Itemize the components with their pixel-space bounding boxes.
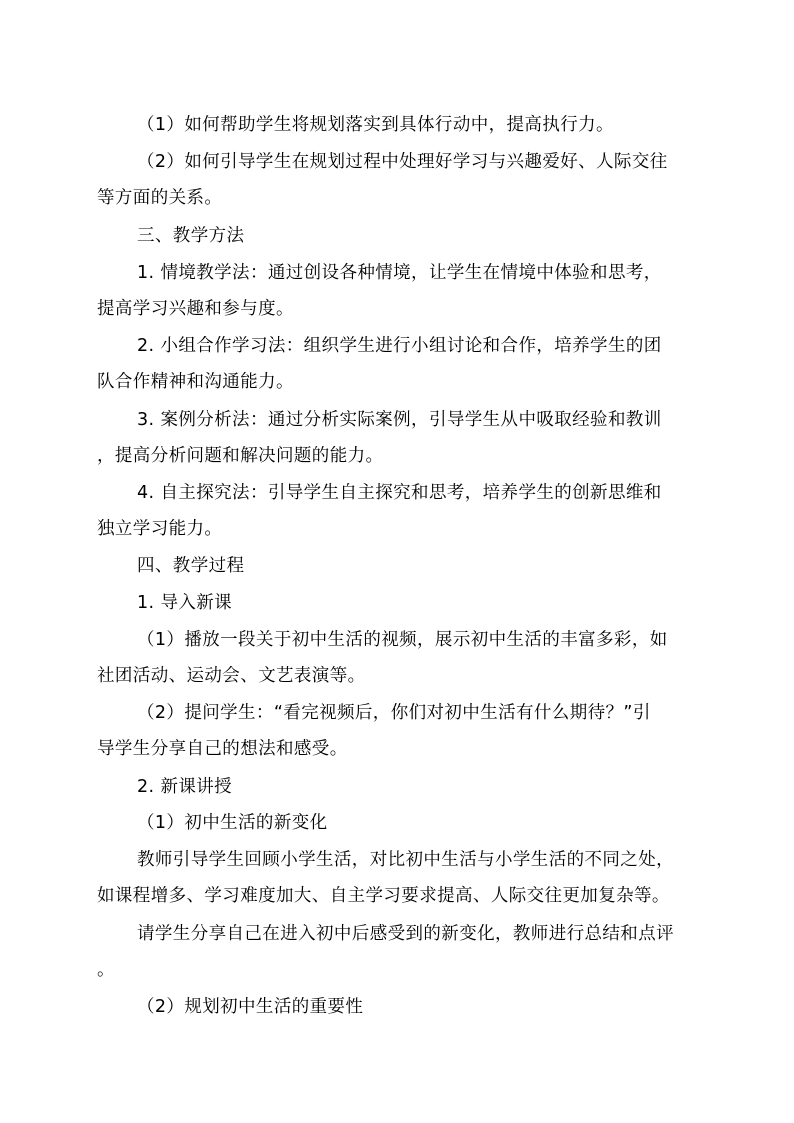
subheading-new-changes: （1）初中生活的新变化 (137, 813, 328, 833)
paragraph-line-3: 等方面的关系。 (97, 188, 223, 208)
list-item-2-line-2: 队合作精神和沟通能力。 (97, 372, 294, 392)
paragraph-line-22: 如课程增多、学习难度加大、自主学习要求提高、人际交往更加复杂等。 (97, 886, 670, 906)
paragraph-line-23: 请学生分享自己在进入初中后感受到的新变化，教师进行总结和点评 (137, 924, 674, 944)
paragraph-line-2: （2）如何引导学生在规划过程中处理好学习与兴趣爱好、人际交往 (137, 152, 668, 172)
list-item-1-line-1: 1. 情境教学法：通过创设各种情境，让学生在情境中体验和思考， (137, 263, 662, 283)
paragraph-line-1: （1）如何帮助学生将规划落实到具体行动中，提高执行力。 (137, 115, 614, 135)
list-item-1-line-2: 提高学习兴趣和参与度。 (97, 299, 294, 319)
paragraph-line-18: 导学生分享自己的想法和感受。 (97, 739, 348, 759)
subheading-planning-importance: （2）规划初中生活的重要性 (137, 997, 364, 1017)
section-heading-teaching-process: 四、教学过程 (137, 556, 245, 576)
subheading-intro: 1. 导入新课 (137, 593, 233, 613)
subheading-new-lesson: 2. 新课讲授 (137, 777, 233, 797)
list-item-3-line-2: ，提高分析问题和解决问题的能力。 (97, 446, 384, 466)
paragraph-line-17: （2）提问学生：“看完视频后，你们对初中生活有什么期待？”引 (137, 703, 651, 723)
paragraph-line-24: 。 (97, 960, 115, 980)
list-item-4-line-2: 独立学习能力。 (97, 519, 223, 539)
paragraph-line-16: 社团活动、运动会、文艺表演等。 (97, 666, 366, 686)
list-item-3-line-1: 3. 案例分析法：通过分析实际案例，引导学生从中吸取经验和教训 (137, 410, 662, 430)
list-item-4-line-1: 4. 自主探究法：引导学生自主探究和思考，培养学生的创新思维和 (137, 483, 662, 503)
list-item-2-line-1: 2. 小组合作学习法：组织学生进行小组讨论和合作，培养学生的团 (137, 336, 662, 356)
paragraph-line-21: 教师引导学生回顾小学生活，对比初中生活与小学生活的不同之处， (137, 850, 674, 870)
section-heading-teaching-methods: 三、教学方法 (137, 226, 245, 246)
paragraph-line-15: （1）播放一段关于初中生活的视频，展示初中生活的丰富多彩，如 (137, 630, 668, 650)
